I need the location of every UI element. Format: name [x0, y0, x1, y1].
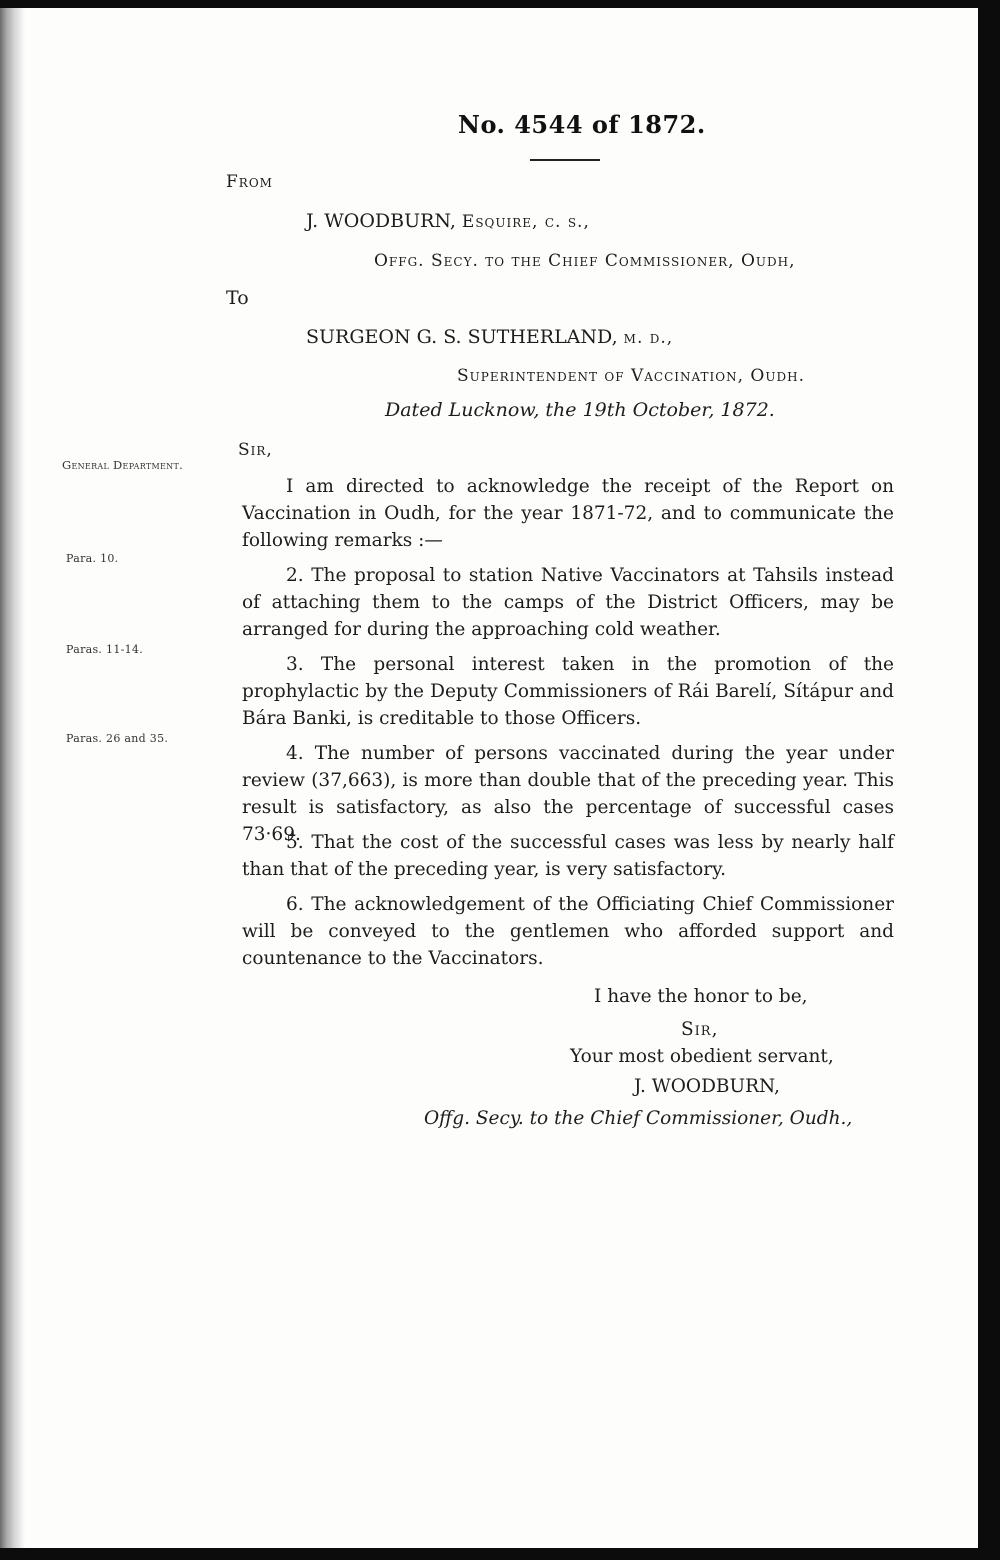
closing-sir: Sir,	[681, 1019, 719, 1040]
scan-border-right	[978, 0, 1000, 1560]
paragraph-2-text: 2. The proposal to station Native Vaccinators at Tahsils instead of attaching them to the camps of the District Officers, may be arranged for during the approaching cold weather.	[242, 565, 894, 640]
signature-title: Offg. Secy. to the Chief Commissioner, Oudh.,	[424, 1108, 853, 1129]
from-name: J. WOODBURN,	[306, 210, 462, 232]
salutation: Sir,	[238, 440, 273, 460]
scan-border-top	[0, 0, 1000, 8]
paragraph-5-text: 5. That the cost of the successful cases was less by nearly half than that of the preceding year, is very satisfactory.	[242, 832, 894, 880]
paragraph-5	[242, 829, 894, 883]
paragraph-4-text: 4. The number of persons vaccinated during the year under review (37,663), is more than double that of the preceding year. This result is satisfactory, as also the percentage of successful cases 73·69.	[242, 743, 894, 845]
to-name: SURGEON G. S. SUTHERLAND,	[306, 326, 624, 348]
paragraph-6-text: 6. The acknowledgement of the Officiating Chief Commissioner will be conveyed to the gentlemen who afforded support and countenance to the Vaccinators.	[242, 894, 894, 969]
to-name-line	[306, 326, 673, 348]
from-name-suffix: Esquire, c. s.,	[461, 212, 590, 232]
scan-border-left	[0, 8, 26, 1548]
to-title: Superintendent of Vaccination, Oudh.	[457, 366, 805, 386]
paragraph-1	[242, 473, 894, 554]
paragraph-3	[242, 651, 894, 732]
title-rule	[530, 159, 600, 161]
from-label: From	[226, 172, 273, 192]
margin-note-department: General Department.	[62, 458, 184, 472]
dated-line: Dated Lucknow, the 19th October, 1872.	[385, 399, 775, 421]
from-name-line	[306, 210, 590, 232]
paragraph-2	[242, 562, 894, 643]
signature-name: J. WOODBURN,	[634, 1076, 780, 1097]
to-label: To	[226, 287, 249, 309]
scan-border-bottom	[0, 1548, 1000, 1560]
document-number: No. 4544 of 1872.	[458, 110, 706, 139]
closing-line-1: I have the honor to be,	[594, 986, 808, 1007]
paragraph-1-text: I am directed to acknowledge the receipt of the Report on Vaccination in Oudh, for the year 1871-72, and to communicate the following remarks :—	[242, 476, 894, 551]
margin-note-paras-26-35: Paras. 26 and 35.	[66, 732, 169, 745]
paragraph-3-text: 3. The personal interest taken in the promotion of the prophylactic by the Deputy Commissioners of Rái Barelí, Sítápur and Bára Banki, is creditable to those Officers.	[242, 654, 894, 729]
to-name-suffix: m. d.,	[623, 328, 674, 348]
from-title: Offg. Secy. to the Chief Commissioner, Oudh,	[374, 251, 796, 271]
margin-note-paras-11-14: Paras. 11-14.	[66, 643, 144, 656]
paragraph-6	[242, 891, 894, 972]
closing-line-3: Your most obedient servant,	[570, 1046, 834, 1067]
margin-note-para-10: Para. 10.	[66, 552, 119, 565]
